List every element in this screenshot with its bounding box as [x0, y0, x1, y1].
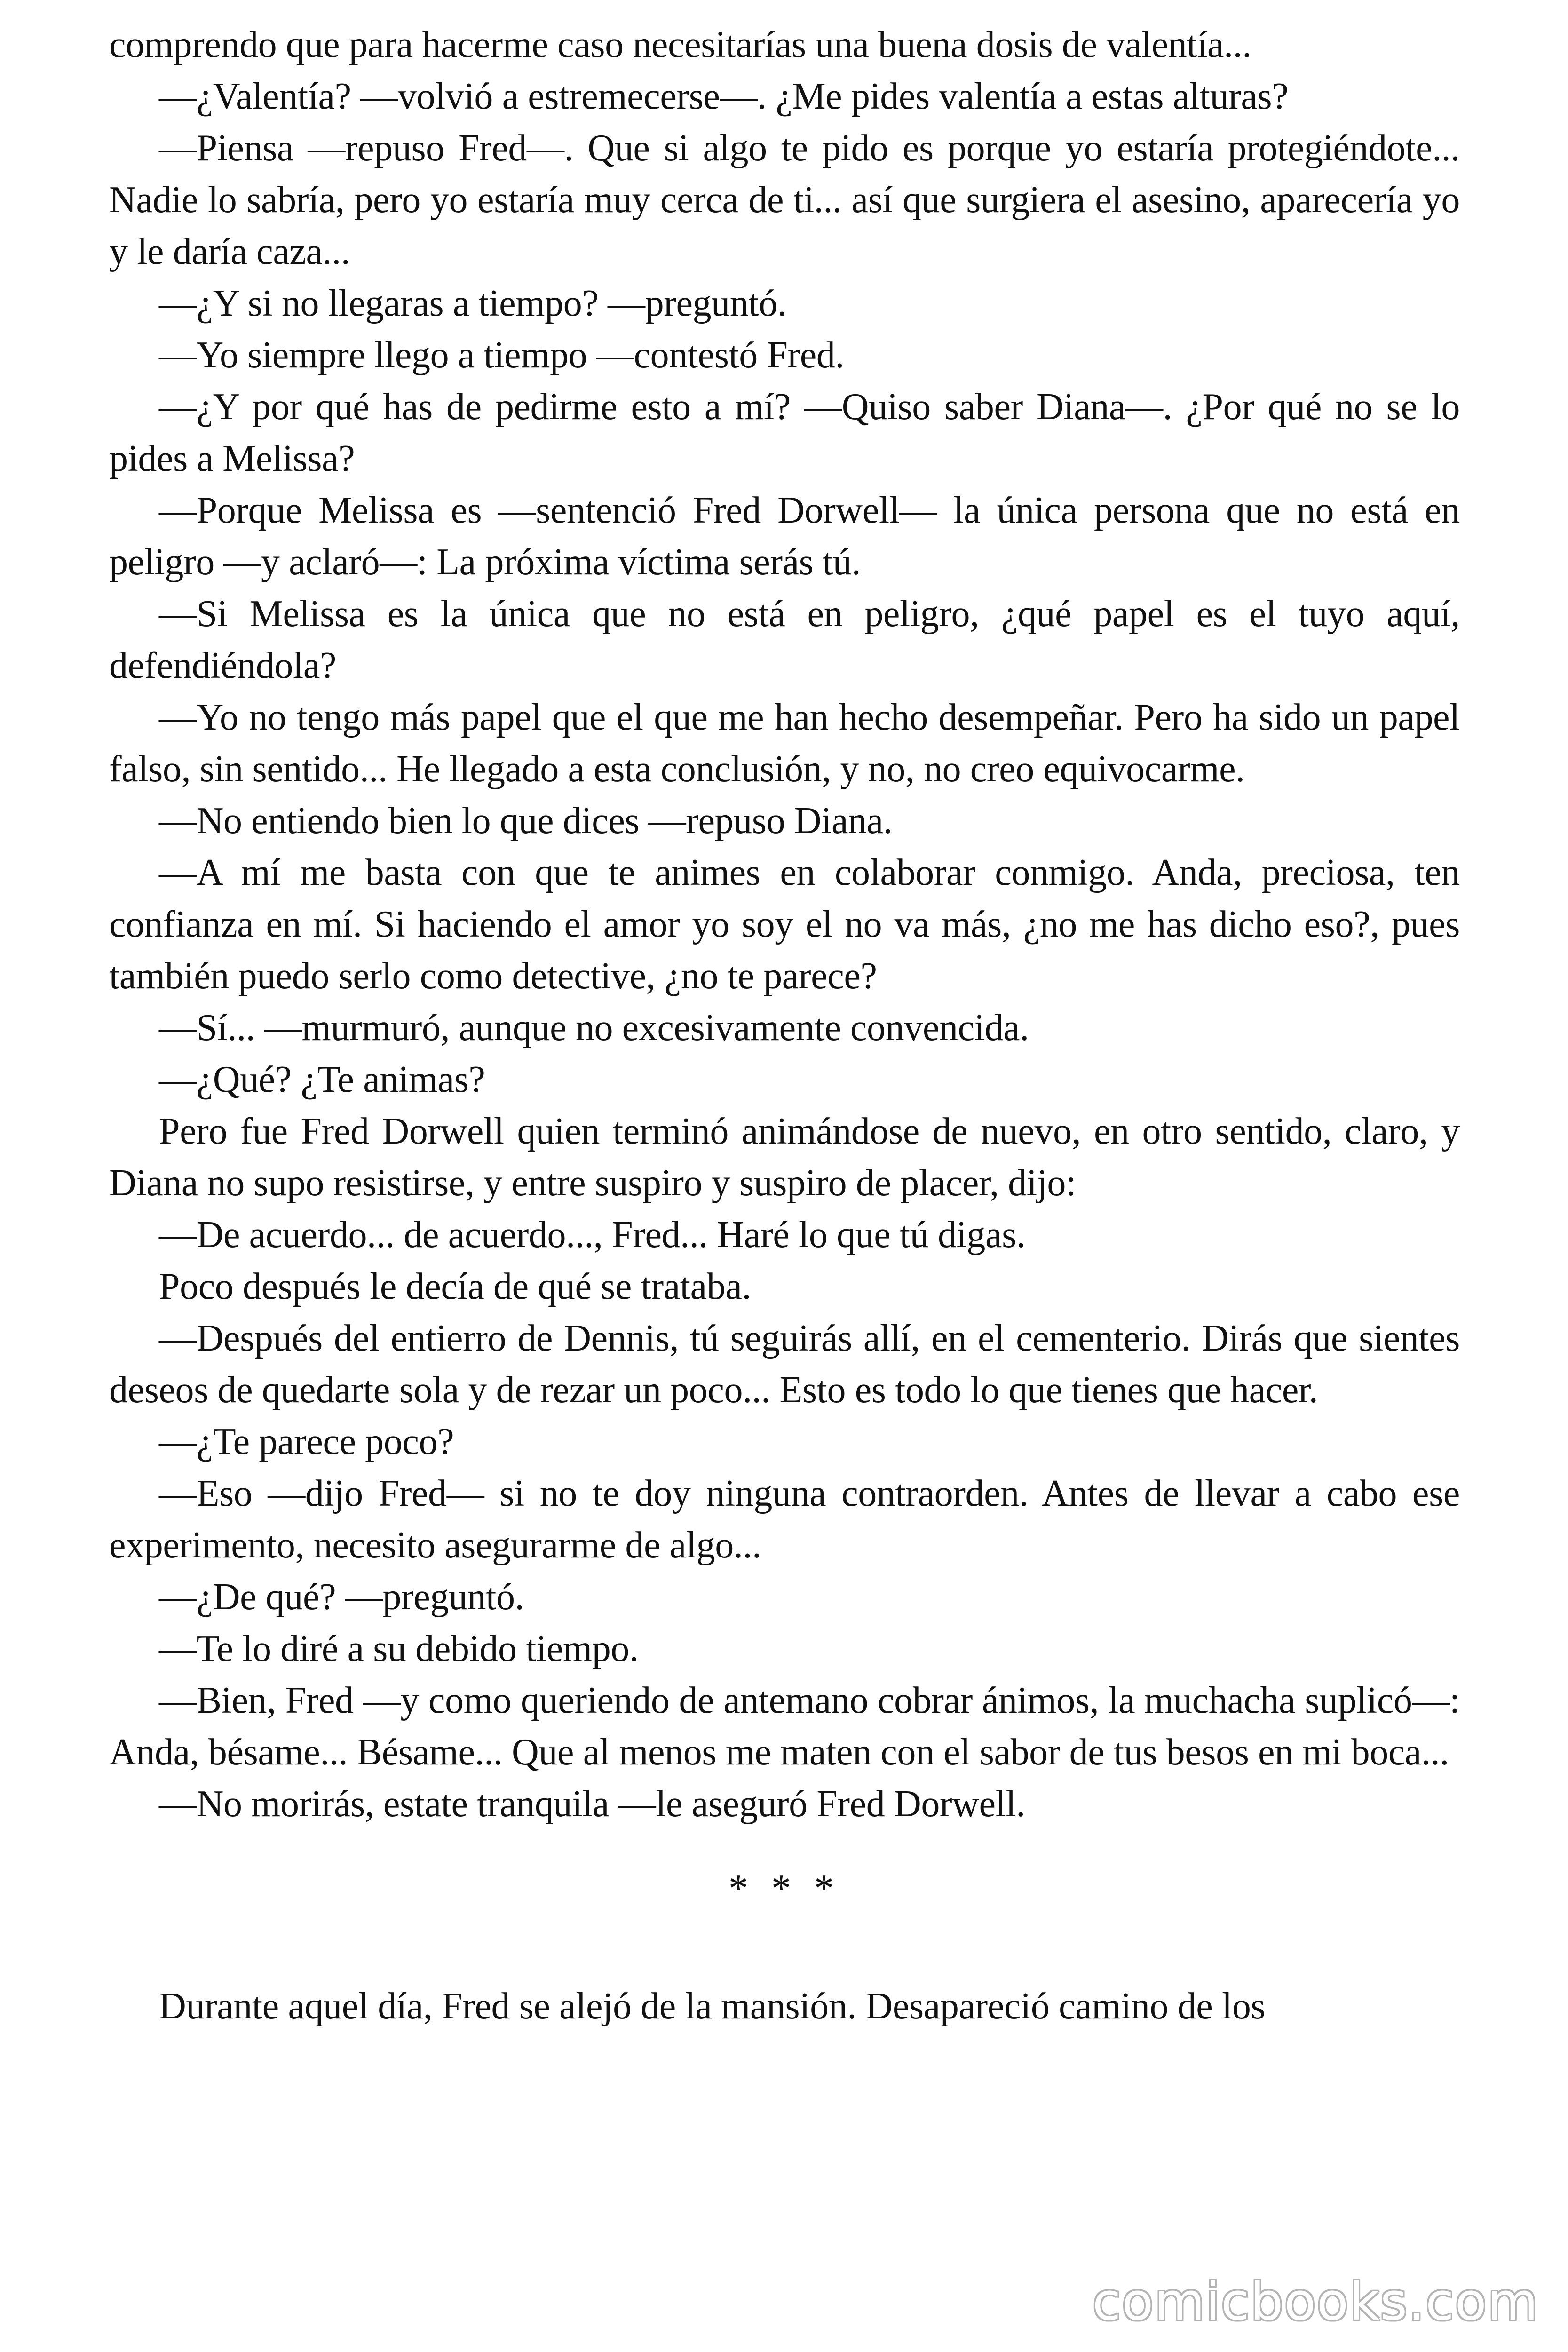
section-separator: * * *: [729, 1867, 840, 1910]
paragraph: —¿Y si no llegaras a tiempo? —preguntó.: [159, 283, 787, 324]
paragraph: —¿Valentía? —volvió a estremecerse—. ¿Me pides valentía a estas alturas?: [159, 76, 1289, 117]
paragraph: —No morirás, estate tranquila —le aseguró Fred Dorwell.: [159, 1783, 1025, 1825]
paragraph: —¿Qué? ¿Te animas?: [159, 1059, 485, 1100]
watermark: comicbooks.com: [1092, 2272, 1539, 2332]
body-text: [109, 19, 1460, 2032]
paragraph: —Yo siempre llego a tiempo —contestó Fred.: [159, 334, 845, 376]
paragraph: Durante aquel día, Fred se alejó de la mansión. Desapareció camino de los: [159, 1986, 1266, 2027]
paragraph: —Si Melissa es la única que no está en peligro, ¿qué papel es el tuyo aquí, defendiéndola?: [109, 593, 1460, 686]
paragraph: —No entiendo bien lo que dices —repuso Diana.: [159, 800, 893, 842]
paragraph: —Te lo diré a su debido tiempo.: [159, 1628, 639, 1669]
paragraph: Pero fue Fred Dorwell quien terminó animándose de nuevo, en otro sentido, claro, y Diana no supo resistirse, y entre suspiro y suspiro de placer, dijo:: [109, 1111, 1460, 1204]
paragraph: —Yo no tengo más papel que el que me han hecho desempeñar. Pero ha sido un papel falso, sin sentido... He llegado a esta conclusión, y no, no creo equivocarme.: [109, 697, 1460, 790]
paragraph: —Bien, Fred —y como queriendo de antemano cobrar ánimos, la muchacha suplicó—: Anda, bésame... Bésame... Que al menos me maten con el sabor de tus besos en mi boca...: [109, 1680, 1460, 1773]
paragraph: Poco después le decía de qué se trataba.: [159, 1266, 752, 1307]
paragraph: —Porque Melissa es —sentenció Fred Dorwell— la única persona que no está en peligro —y aclaró—: La próxima víctima serás tú.: [109, 490, 1460, 583]
paragraph: —A mí me basta con que te animes en colaborar conmigo. Anda, preciosa, ten confianza en mí. Si haciendo el amor yo soy el no va más, ¿no me has dicho eso?, pues también puedo serlo como detective, ¿no te parece?: [109, 852, 1460, 997]
paragraph: —¿Y por qué has de pedirme esto a mí? —Quiso saber Diana—. ¿Por qué no se lo pides a Melissa?: [109, 386, 1460, 479]
paragraph: —¿Te parece poco?: [159, 1421, 454, 1462]
paragraph: —Después del entierro de Dennis, tú seguirás allí, en el cementerio. Dirás que sientes deseos de quedarte sola y de rezar un poco... Esto es todo lo que tienes que hacer.: [109, 1318, 1460, 1411]
paragraph: comprendo que para hacerme caso necesitarías una buena dosis de valentía...: [109, 24, 1251, 65]
paragraph: —Sí... —murmuró, aunque no excesivamente convencida.: [159, 1007, 1029, 1049]
paragraph: —De acuerdo... de acuerdo..., Fred... Haré lo que tú digas.: [159, 1214, 1026, 1255]
paragraph: —Piensa —repuso Fred—. Que si algo te pido es porque yo estaría protegiéndote... Nadie lo sabría, pero yo estaría muy cerca de ti... así que surgiera el asesino, aparecería yo y le daría caza...: [109, 127, 1460, 272]
paragraph: —¿De qué? —preguntó.: [159, 1576, 524, 1618]
paragraph: —Eso —dijo Fred— si no te doy ninguna contraorden. Antes de llevar a cabo ese experimento, necesito asegurarme de algo...: [109, 1473, 1460, 1566]
